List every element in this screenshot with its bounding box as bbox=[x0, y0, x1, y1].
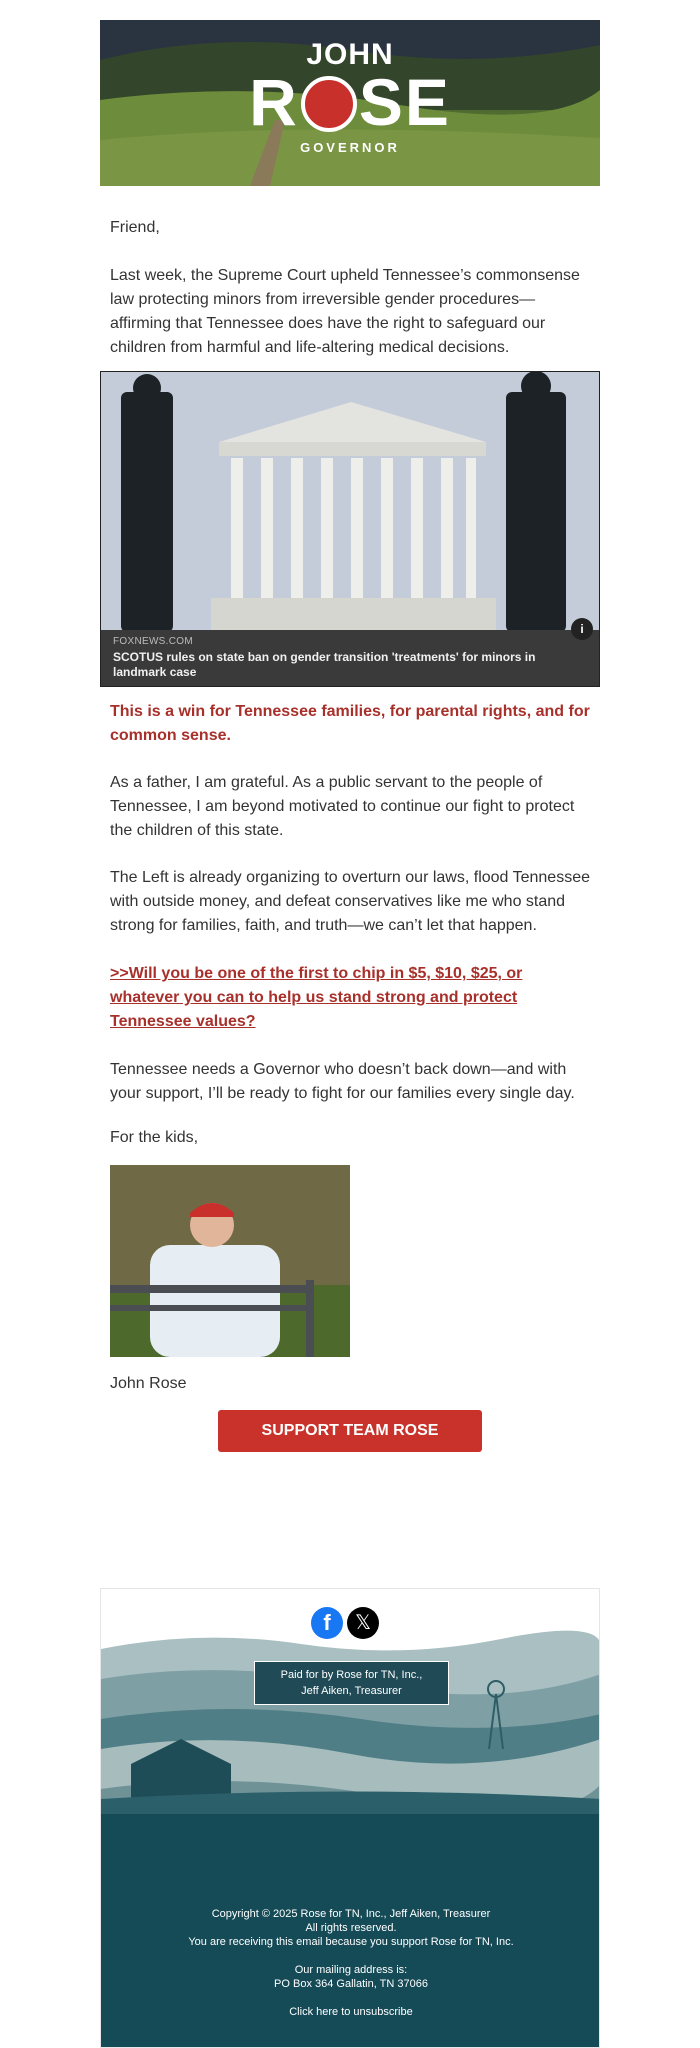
info-icon[interactable]: i bbox=[571, 618, 593, 640]
logo-subtitle: GOVERNOR bbox=[300, 140, 400, 155]
tri-star-emblem-icon bbox=[301, 76, 357, 132]
logo-letter-r: R bbox=[249, 65, 299, 139]
news-image-link[interactable] bbox=[100, 371, 600, 687]
news-source: FOXNEWS.COM bbox=[113, 636, 193, 647]
logo-letters-se: SE bbox=[358, 65, 451, 139]
signature-name: John Rose bbox=[110, 1375, 187, 1392]
header-banner bbox=[100, 20, 600, 186]
paid-line-2: Jeff Aiken, Treasurer bbox=[301, 1685, 402, 1697]
win-statement: This is a win for Tennessee families, for parental rights, and for common sense. bbox=[110, 703, 590, 744]
logo-first-name: JOHN bbox=[306, 38, 394, 71]
paragraph-1: Last week, the Supreme Court upheld Tennessee’s commonsense law protecting minors from irreversible gender procedures—affirming that Tennessee does have the right to safeguard our children from harmful and life-altering medical decisions. bbox=[110, 267, 580, 356]
footer bbox=[100, 1588, 600, 2048]
x-twitter-icon[interactable]: 𝕏 bbox=[347, 1607, 379, 1639]
paragraph-4: Tennessee needs a Governor who doesn’t back down—and with your support, I’ll be ready to fight for our families every single day. bbox=[110, 1061, 575, 1102]
greeting: Friend, bbox=[110, 219, 160, 236]
paid-line-1: Paid for by Rose for TN, Inc., bbox=[280, 1669, 423, 1681]
facebook-icon[interactable]: f bbox=[311, 1607, 343, 1639]
rights-reserved: All rights reserved. bbox=[305, 1922, 397, 1934]
portrait-illustration bbox=[110, 1165, 350, 1357]
mailing-address-label: Our mailing address is: bbox=[294, 1964, 408, 1976]
paid-for-disclaimer bbox=[254, 1661, 449, 1705]
supreme-court-photo bbox=[101, 372, 600, 632]
paragraph-2: As a father, I am grateful. As a public servant to the people of Tennessee, I am beyond motivated to continue our fight to protect the children of this state. bbox=[110, 774, 575, 839]
news-headline: SCOTUS rules on state ban on gender transition 'treatments' for minors in landmark case bbox=[113, 650, 536, 679]
logo-last-name bbox=[100, 66, 600, 138]
news-caption bbox=[101, 622, 600, 686]
receiving-reason: You are receiving this email because you support Rose for TN, Inc. bbox=[188, 1936, 514, 1948]
sign-off: For the kids, bbox=[110, 1129, 199, 1146]
donate-ask-link[interactable]: >>Will you be one of the first to chip in $5, $10, $25, or whatever you can to help us stand strong and protect Tennessee values? bbox=[110, 965, 523, 1030]
support-team-rose-button[interactable]: SUPPORT TEAM ROSE bbox=[218, 1410, 482, 1452]
unsubscribe-link[interactable]: Click here to unsubscribe bbox=[289, 2006, 413, 2018]
mailing-address: PO Box 364 Gallatin, TN 37066 bbox=[274, 1978, 428, 1990]
paragraph-3: The Left is already organizing to overturn our laws, flood Tennessee with outside money, and defeat conservatives like me who stand strong for families, faith, and truth—we can’t let that happen. bbox=[110, 869, 590, 934]
copyright: Copyright © 2025 Rose for TN, Inc., Jeff Aiken, Treasurer bbox=[211, 1908, 491, 1920]
john-rose-portrait bbox=[110, 1165, 350, 1357]
